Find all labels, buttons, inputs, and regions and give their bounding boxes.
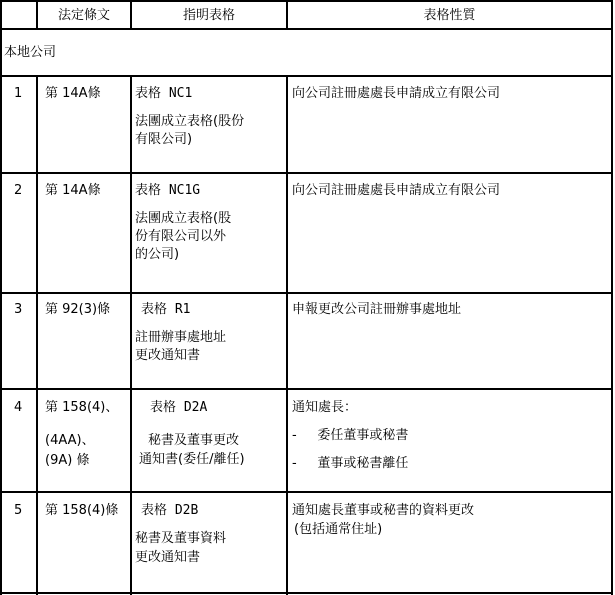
- grid-line: [0, 292, 613, 294]
- provision: 第 158(4)條: [45, 503, 119, 518]
- form-code: 表格 D2A: [150, 400, 208, 415]
- row-number: 1: [14, 86, 23, 101]
- grid-line: [0, 0, 613, 2]
- form-nature: 通知處長：: [292, 400, 358, 415]
- form-code: 表格 NC1: [135, 86, 193, 101]
- provision-continued: (9A) 條: [45, 453, 90, 468]
- form-code: 表格 NC1G: [135, 183, 201, 198]
- grid-line: [0, 0, 2, 595]
- grid-line: [286, 75, 288, 595]
- form-nature-item: - 董事或秘書離任: [292, 456, 409, 471]
- form-description: 有限公司): [135, 132, 193, 147]
- form-description: 更改通知書: [135, 550, 201, 565]
- provision: 第 92(3)條: [45, 302, 111, 317]
- section-label: 本地公司: [4, 45, 57, 60]
- form-description: 法團成立表格(股份: [135, 114, 245, 129]
- provision: 第 158(4)、: [45, 400, 119, 415]
- form-nature: (包括通常住址): [294, 522, 383, 537]
- header-specified-form: 指明表格: [182, 8, 235, 23]
- form-description: 通知書(委任/離任): [139, 452, 245, 467]
- grid-line: [0, 592, 613, 594]
- grid-line: [0, 491, 613, 493]
- grid-line: [611, 0, 613, 595]
- row-number: 3: [14, 302, 23, 317]
- form-nature: 通知處長董事或秘書的資料更改: [292, 503, 475, 518]
- form-description: 更改通知書: [135, 348, 201, 363]
- form-description: 秘書及董事更改: [148, 433, 240, 448]
- form-description: 秘書及董事資料: [135, 531, 227, 546]
- grid-line: [130, 75, 132, 595]
- header-form-nature: 表格性質: [423, 8, 476, 23]
- grid-line: [0, 28, 613, 30]
- form-code: 表格 R1: [141, 302, 191, 317]
- header-provision: 法定條文: [57, 8, 110, 23]
- form-nature: 向公司註冊處處長申請成立有限公司: [292, 183, 501, 198]
- row-number: 2: [14, 183, 23, 198]
- provision-continued: (4AA)、: [45, 433, 95, 448]
- row-number: 5: [14, 503, 23, 518]
- grid-line: [36, 75, 38, 595]
- form-nature: 申報更改公司註冊辦事處地址: [292, 302, 462, 317]
- form-description: 份有限公司以外: [135, 229, 227, 244]
- provision: 第 14A條: [45, 183, 101, 198]
- form-description: 註冊辦事處地址: [135, 330, 227, 345]
- form-description: 的公司): [135, 247, 180, 262]
- grid-line: [0, 75, 613, 77]
- provision: 第 14A條: [45, 86, 101, 101]
- grid-line: [0, 388, 613, 390]
- form-nature-item: - 委任董事或秘書: [292, 428, 409, 443]
- grid-line: [0, 172, 613, 174]
- row-number: 4: [14, 400, 23, 415]
- form-code: 表格 D2B: [141, 503, 199, 518]
- form-description: 法團成立表格(股: [135, 211, 232, 226]
- form-nature: 向公司註冊處處長申請成立有限公司: [292, 86, 501, 101]
